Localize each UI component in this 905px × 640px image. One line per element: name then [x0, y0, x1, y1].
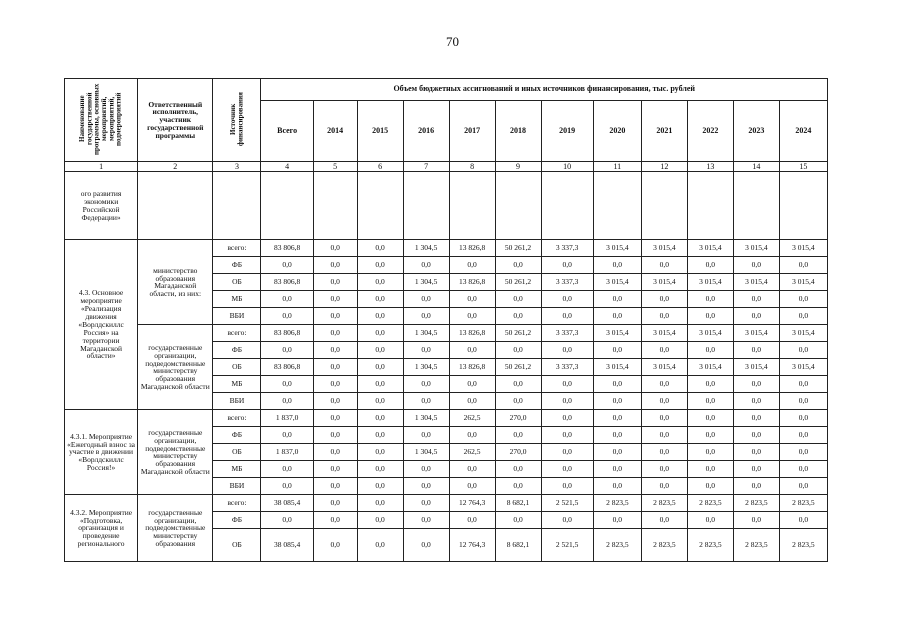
amount-cell: 1 304,5 — [403, 444, 449, 461]
amount-cell: 0,0 — [313, 427, 357, 444]
empty-cell — [641, 172, 687, 240]
amount-cell: 3 015,4 — [687, 325, 733, 342]
column-number: 6 — [357, 162, 403, 172]
amount-cell: 3 015,4 — [779, 240, 827, 257]
amount-cell: 0,0 — [641, 512, 687, 529]
amount-cell: 0,0 — [733, 393, 779, 410]
amount-cell: 0,0 — [403, 461, 449, 478]
amount-cell: 0,0 — [357, 461, 403, 478]
measure-name: 4.3.1. Мероприятие «Ежегодный взнос за участие в движении «Ворлдскиллс Россия!» — [65, 410, 138, 495]
column-number: 11 — [593, 162, 641, 172]
amount-cell: 0,0 — [449, 427, 495, 444]
amount-cell: 2 823,5 — [687, 529, 733, 562]
amount-cell: 0,0 — [733, 257, 779, 274]
column-number: 7 — [403, 162, 449, 172]
amount-cell: 13 826,8 — [449, 240, 495, 257]
amount-cell: 1 837,0 — [261, 444, 313, 461]
empty-cell — [541, 172, 593, 240]
amount-cell: 8 682,1 — [495, 529, 541, 562]
amount-cell: 0,0 — [687, 393, 733, 410]
amount-cell: 0,0 — [357, 495, 403, 512]
amount-cell: 0,0 — [403, 512, 449, 529]
amount-cell: 0,0 — [261, 342, 313, 359]
amount-cell: 0,0 — [449, 393, 495, 410]
table-body — [65, 172, 828, 562]
amount-cell: 0,0 — [495, 478, 541, 495]
empty-cell — [357, 172, 403, 240]
amount-cell: 0,0 — [641, 342, 687, 359]
amount-cell: 0,0 — [495, 257, 541, 274]
amount-cell: 0,0 — [779, 427, 827, 444]
amount-cell: 0,0 — [779, 461, 827, 478]
amount-cell: 3 015,4 — [733, 325, 779, 342]
amount-cell: 0,0 — [495, 308, 541, 325]
empty-cell — [733, 172, 779, 240]
amount-cell: 0,0 — [313, 495, 357, 512]
amount-cell: 13 826,8 — [449, 274, 495, 291]
amount-cell: 3 015,4 — [779, 359, 827, 376]
funding-source: ОБ — [213, 359, 261, 376]
header-year: 2023 — [733, 101, 779, 162]
amount-cell: 0,0 — [357, 342, 403, 359]
header-year: 2018 — [495, 101, 541, 162]
amount-cell: 0,0 — [641, 308, 687, 325]
amount-cell: 0,0 — [733, 376, 779, 393]
empty-cell — [593, 172, 641, 240]
amount-cell: 0,0 — [733, 410, 779, 427]
header-year: 2014 — [313, 101, 357, 162]
amount-cell: 38 085,4 — [261, 495, 313, 512]
amount-cell: 0,0 — [449, 376, 495, 393]
header-year: Всего — [261, 101, 313, 162]
amount-cell: 1 304,5 — [403, 325, 449, 342]
amount-cell: 3 337,3 — [541, 274, 593, 291]
funding-source: всего: — [213, 410, 261, 427]
header-budget-title: Объем бюджетных ассигнований и иных источников финансирования, тыс. рублей — [261, 79, 828, 101]
column-number: 15 — [779, 162, 827, 172]
amount-cell: 0,0 — [593, 461, 641, 478]
amount-cell: 0,0 — [593, 393, 641, 410]
amount-cell: 0,0 — [593, 410, 641, 427]
amount-cell: 3 015,4 — [641, 325, 687, 342]
amount-cell: 2 521,5 — [541, 495, 593, 512]
column-numbers-row — [65, 162, 828, 172]
amount-cell: 0,0 — [779, 291, 827, 308]
header-year: 2017 — [449, 101, 495, 162]
amount-cell: 0,0 — [593, 512, 641, 529]
amount-cell: 3 015,4 — [641, 359, 687, 376]
amount-cell: 0,0 — [313, 410, 357, 427]
funding-source: ФБ — [213, 257, 261, 274]
table-row — [65, 325, 828, 342]
empty-cell — [779, 172, 827, 240]
amount-cell: 0,0 — [593, 291, 641, 308]
amount-cell: 0,0 — [779, 257, 827, 274]
amount-cell: 83 806,8 — [261, 359, 313, 376]
amount-cell: 3 337,3 — [541, 240, 593, 257]
responsible-executor: государственные организации, подведомственные министерству образования Магаданской области — [138, 325, 213, 410]
amount-cell: 0,0 — [495, 512, 541, 529]
amount-cell: 0,0 — [641, 410, 687, 427]
amount-cell: 3 015,4 — [641, 274, 687, 291]
funding-source: МБ — [213, 461, 261, 478]
amount-cell: 0,0 — [403, 342, 449, 359]
amount-cell: 3 015,4 — [687, 240, 733, 257]
column-number: 5 — [313, 162, 357, 172]
amount-cell: 12 764,3 — [449, 495, 495, 512]
funding-source: ОБ — [213, 444, 261, 461]
amount-cell: 3 015,4 — [733, 359, 779, 376]
funding-source: всего: — [213, 240, 261, 257]
amount-cell: 50 261,2 — [495, 274, 541, 291]
amount-cell: 1 304,5 — [403, 274, 449, 291]
amount-cell: 0,0 — [779, 512, 827, 529]
amount-cell: 0,0 — [313, 274, 357, 291]
empty-cell — [213, 172, 261, 240]
amount-cell: 0,0 — [357, 376, 403, 393]
column-number: 13 — [687, 162, 733, 172]
amount-cell: 0,0 — [261, 512, 313, 529]
column-number: 12 — [641, 162, 687, 172]
amount-cell: 0,0 — [593, 376, 641, 393]
amount-cell: 0,0 — [687, 308, 733, 325]
responsible-executor: государственные организации, подведомственные министерству образования — [138, 495, 213, 562]
amount-cell: 0,0 — [357, 529, 403, 562]
amount-cell: 50 261,2 — [495, 359, 541, 376]
amount-cell: 0,0 — [313, 342, 357, 359]
amount-cell: 0,0 — [313, 529, 357, 562]
amount-cell: 1 304,5 — [403, 359, 449, 376]
amount-cell: 0,0 — [357, 308, 403, 325]
amount-cell: 0,0 — [357, 359, 403, 376]
budget-table — [64, 78, 828, 562]
funding-source: всего: — [213, 495, 261, 512]
amount-cell: 0,0 — [357, 274, 403, 291]
empty-cell — [495, 172, 541, 240]
amount-cell: 13 826,8 — [449, 325, 495, 342]
amount-cell: 3 015,4 — [779, 325, 827, 342]
amount-cell: 0,0 — [541, 478, 593, 495]
amount-cell: 0,0 — [403, 291, 449, 308]
amount-cell: 0,0 — [313, 359, 357, 376]
amount-cell: 0,0 — [403, 376, 449, 393]
amount-cell: 0,0 — [357, 478, 403, 495]
amount-cell: 0,0 — [449, 308, 495, 325]
amount-cell: 0,0 — [593, 478, 641, 495]
amount-cell: 0,0 — [449, 291, 495, 308]
amount-cell: 0,0 — [313, 376, 357, 393]
amount-cell: 0,0 — [733, 427, 779, 444]
amount-cell: 3 015,4 — [593, 325, 641, 342]
amount-cell: 0,0 — [541, 342, 593, 359]
funding-source: ФБ — [213, 342, 261, 359]
amount-cell: 0,0 — [313, 291, 357, 308]
amount-cell: 83 806,8 — [261, 325, 313, 342]
amount-cell: 0,0 — [541, 427, 593, 444]
amount-cell: 0,0 — [593, 308, 641, 325]
amount-cell: 0,0 — [313, 257, 357, 274]
amount-cell: 0,0 — [495, 342, 541, 359]
amount-cell: 0,0 — [313, 512, 357, 529]
header-source: Источник финансирования — [213, 79, 261, 162]
amount-cell: 0,0 — [541, 410, 593, 427]
amount-cell: 0,0 — [313, 461, 357, 478]
amount-cell: 0,0 — [261, 291, 313, 308]
funding-source: всего: — [213, 325, 261, 342]
amount-cell: 0,0 — [779, 376, 827, 393]
amount-cell: 0,0 — [261, 427, 313, 444]
amount-cell: 3 015,4 — [733, 240, 779, 257]
column-number: 9 — [495, 162, 541, 172]
funding-source: ВБИ — [213, 478, 261, 495]
amount-cell: 0,0 — [687, 512, 733, 529]
amount-cell: 0,0 — [733, 512, 779, 529]
amount-cell: 0,0 — [593, 257, 641, 274]
header-year: 2019 — [541, 101, 593, 162]
amount-cell: 3 015,4 — [687, 274, 733, 291]
amount-cell: 0,0 — [495, 461, 541, 478]
amount-cell: 0,0 — [313, 478, 357, 495]
amount-cell: 3 015,4 — [593, 240, 641, 257]
amount-cell: 0,0 — [593, 427, 641, 444]
amount-cell: 0,0 — [593, 444, 641, 461]
amount-cell: 0,0 — [449, 512, 495, 529]
amount-cell: 0,0 — [541, 512, 593, 529]
header-year: 2021 — [641, 101, 687, 162]
amount-cell: 3 015,4 — [641, 240, 687, 257]
column-number: 3 — [213, 162, 261, 172]
amount-cell: 0,0 — [687, 376, 733, 393]
amount-cell: 0,0 — [403, 308, 449, 325]
amount-cell: 13 826,8 — [449, 359, 495, 376]
amount-cell: 262,5 — [449, 410, 495, 427]
amount-cell: 270,0 — [495, 444, 541, 461]
header-year: 2024 — [779, 101, 827, 162]
amount-cell: 0,0 — [403, 393, 449, 410]
amount-cell: 0,0 — [733, 444, 779, 461]
amount-cell: 3 337,3 — [541, 359, 593, 376]
amount-cell: 0,0 — [641, 461, 687, 478]
amount-cell: 50 261,2 — [495, 240, 541, 257]
continuation-measure-name: ого развития экономики Российской Федерации» — [65, 172, 138, 240]
amount-cell: 0,0 — [687, 291, 733, 308]
amount-cell: 0,0 — [779, 478, 827, 495]
column-number: 8 — [449, 162, 495, 172]
amount-cell: 0,0 — [641, 444, 687, 461]
header-year: 2016 — [403, 101, 449, 162]
column-number: 4 — [261, 162, 313, 172]
amount-cell: 0,0 — [261, 478, 313, 495]
header-responsible: Ответственный исполнитель, участник государственной программы — [138, 79, 213, 162]
amount-cell: 0,0 — [313, 308, 357, 325]
funding-source: ОБ — [213, 274, 261, 291]
amount-cell: 262,5 — [449, 444, 495, 461]
amount-cell: 0,0 — [357, 393, 403, 410]
funding-source: ФБ — [213, 512, 261, 529]
amount-cell: 0,0 — [641, 257, 687, 274]
funding-source: ВБИ — [213, 393, 261, 410]
amount-cell: 0,0 — [593, 342, 641, 359]
amount-cell: 0,0 — [357, 291, 403, 308]
amount-cell: 0,0 — [541, 308, 593, 325]
amount-cell: 0,0 — [687, 427, 733, 444]
table-row — [65, 410, 828, 427]
amount-cell: 0,0 — [779, 393, 827, 410]
amount-cell: 0,0 — [733, 342, 779, 359]
amount-cell: 0,0 — [449, 257, 495, 274]
column-number: 14 — [733, 162, 779, 172]
funding-source: ОБ — [213, 529, 261, 562]
amount-cell: 0,0 — [495, 393, 541, 410]
amount-cell: 0,0 — [687, 461, 733, 478]
amount-cell: 0,0 — [495, 427, 541, 444]
amount-cell: 0,0 — [261, 257, 313, 274]
amount-cell: 0,0 — [261, 376, 313, 393]
measure-name: 4.3.2. Мероприятие «Подготовка, организация и проведение регионального — [65, 495, 138, 562]
empty-cell — [313, 172, 357, 240]
amount-cell: 0,0 — [357, 410, 403, 427]
funding-source: ВБИ — [213, 308, 261, 325]
amount-cell: 0,0 — [541, 461, 593, 478]
amount-cell: 50 261,2 — [495, 325, 541, 342]
amount-cell: 0,0 — [403, 427, 449, 444]
amount-cell: 2 823,5 — [733, 495, 779, 512]
amount-cell: 3 015,4 — [687, 359, 733, 376]
amount-cell: 0,0 — [733, 478, 779, 495]
amount-cell: 0,0 — [403, 257, 449, 274]
amount-cell: 3 015,4 — [779, 274, 827, 291]
amount-cell: 0,0 — [261, 308, 313, 325]
amount-cell: 0,0 — [495, 291, 541, 308]
amount-cell: 0,0 — [641, 478, 687, 495]
amount-cell: 0,0 — [449, 342, 495, 359]
amount-cell: 83 806,8 — [261, 274, 313, 291]
amount-cell: 2 823,5 — [593, 495, 641, 512]
amount-cell: 0,0 — [687, 342, 733, 359]
amount-cell: 1 837,0 — [261, 410, 313, 427]
amount-cell: 3 337,3 — [541, 325, 593, 342]
amount-cell: 2 521,5 — [541, 529, 593, 562]
column-number: 2 — [138, 162, 213, 172]
amount-cell: 0,0 — [261, 393, 313, 410]
amount-cell: 2 823,5 — [779, 495, 827, 512]
funding-source: ФБ — [213, 427, 261, 444]
amount-cell: 0,0 — [541, 257, 593, 274]
table-row — [65, 240, 828, 257]
amount-cell: 0,0 — [313, 393, 357, 410]
amount-cell: 0,0 — [541, 444, 593, 461]
column-number: 10 — [541, 162, 593, 172]
empty-cell — [403, 172, 449, 240]
amount-cell: 0,0 — [449, 478, 495, 495]
amount-cell: 0,0 — [313, 240, 357, 257]
amount-cell: 0,0 — [779, 308, 827, 325]
amount-cell: 0,0 — [449, 461, 495, 478]
amount-cell: 0,0 — [779, 342, 827, 359]
funding-source: МБ — [213, 376, 261, 393]
amount-cell: 0,0 — [313, 325, 357, 342]
empty-cell — [687, 172, 733, 240]
amount-cell: 0,0 — [687, 444, 733, 461]
amount-cell: 0,0 — [779, 444, 827, 461]
empty-cell — [138, 172, 213, 240]
amount-cell: 0,0 — [403, 529, 449, 562]
amount-cell: 2 823,5 — [687, 495, 733, 512]
amount-cell: 3 015,4 — [593, 274, 641, 291]
empty-cell — [449, 172, 495, 240]
header-year: 2022 — [687, 101, 733, 162]
amount-cell: 1 304,5 — [403, 410, 449, 427]
amount-cell: 3 015,4 — [733, 274, 779, 291]
amount-cell: 0,0 — [733, 461, 779, 478]
amount-cell: 2 823,5 — [641, 529, 687, 562]
amount-cell: 0,0 — [357, 427, 403, 444]
amount-cell: 8 682,1 — [495, 495, 541, 512]
amount-cell: 0,0 — [357, 444, 403, 461]
amount-cell: 0,0 — [357, 325, 403, 342]
amount-cell: 2 823,5 — [733, 529, 779, 562]
empty-cell — [261, 172, 313, 240]
measure-name: 4.3. Основное мероприятие «Реализация движения «Ворлдскиллс Россия» на территории Магаданской области» — [65, 240, 138, 410]
amount-cell: 38 085,4 — [261, 529, 313, 562]
amount-cell: 0,0 — [261, 461, 313, 478]
amount-cell: 0,0 — [541, 393, 593, 410]
amount-cell: 0,0 — [357, 240, 403, 257]
amount-cell: 2 823,5 — [779, 529, 827, 562]
amount-cell: 0,0 — [779, 410, 827, 427]
amount-cell: 2 823,5 — [593, 529, 641, 562]
amount-cell: 0,0 — [687, 410, 733, 427]
column-number: 1 — [65, 162, 138, 172]
amount-cell: 270,0 — [495, 410, 541, 427]
amount-cell: 83 806,8 — [261, 240, 313, 257]
table-row — [65, 495, 828, 512]
amount-cell: 0,0 — [687, 478, 733, 495]
amount-cell: 0,0 — [687, 257, 733, 274]
amount-cell: 0,0 — [541, 376, 593, 393]
amount-cell: 0,0 — [641, 393, 687, 410]
amount-cell: 0,0 — [495, 376, 541, 393]
amount-cell: 0,0 — [733, 308, 779, 325]
amount-cell: 0,0 — [403, 495, 449, 512]
header-year: 2020 — [593, 101, 641, 162]
amount-cell: 0,0 — [403, 478, 449, 495]
page-number: 70 — [446, 34, 459, 49]
amount-cell: 0,0 — [641, 376, 687, 393]
amount-cell: 12 764,3 — [449, 529, 495, 562]
amount-cell: 2 823,5 — [641, 495, 687, 512]
funding-source: МБ — [213, 291, 261, 308]
responsible-executor: министерство образования Магаданской области, из них: — [138, 240, 213, 325]
amount-cell: 0,0 — [541, 291, 593, 308]
responsible-executor: государственные организации, подведомственные министерству образования Магаданской области — [138, 410, 213, 495]
header-year: 2015 — [357, 101, 403, 162]
amount-cell: 0,0 — [357, 257, 403, 274]
amount-cell: 3 015,4 — [593, 359, 641, 376]
amount-cell: 0,0 — [357, 512, 403, 529]
amount-cell: 1 304,5 — [403, 240, 449, 257]
header-name: Наименование государственной программы, основных мероприятий, мероприятий, подмероприятий — [65, 79, 138, 162]
amount-cell: 0,0 — [313, 444, 357, 461]
amount-cell: 0,0 — [641, 427, 687, 444]
amount-cell: 0,0 — [641, 291, 687, 308]
continuation-row — [65, 172, 828, 240]
amount-cell: 0,0 — [733, 291, 779, 308]
